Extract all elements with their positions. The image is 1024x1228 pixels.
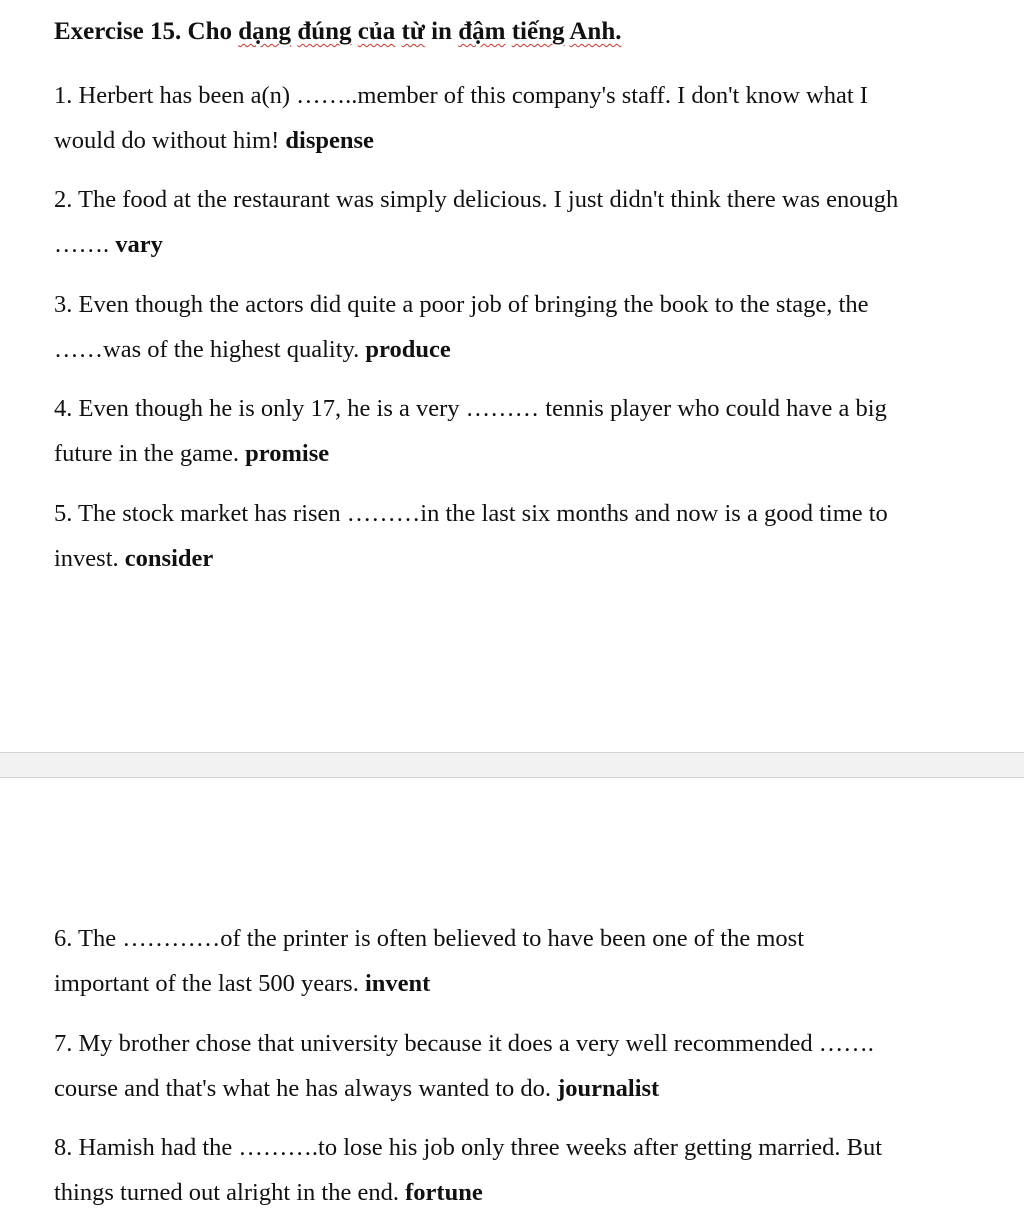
question-keyword: fortune xyxy=(405,1179,483,1206)
question-3 xyxy=(54,282,979,372)
title-word-spellcheck: của xyxy=(357,18,396,45)
title-word-spellcheck: dạng xyxy=(238,18,292,45)
question-line-1: 8. Hamish had the ……….to lose his job only three weeks after getting married. But xyxy=(54,1134,883,1161)
question-2 xyxy=(54,177,979,267)
document-page-2 xyxy=(0,778,1024,1228)
question-1 xyxy=(54,73,979,163)
title-word-spellcheck: tiếng xyxy=(511,18,565,45)
question-line-2: would do without him! xyxy=(54,127,286,154)
question-line-2: future in the game. xyxy=(54,440,246,467)
question-keyword: promise xyxy=(245,440,330,467)
question-line-1: 6. The …………of the printer is often believed to have been one of the most xyxy=(54,925,805,952)
title-word-spellcheck: đậm xyxy=(458,18,506,45)
question-keyword: dispense xyxy=(285,127,374,154)
question-keyword: invent xyxy=(364,970,431,997)
question-keyword: journalist xyxy=(557,1075,660,1102)
question-line-2: important of the last 500 years. xyxy=(54,970,365,997)
question-keyword: consider xyxy=(124,545,214,572)
title-word-spellcheck: từ xyxy=(401,18,425,45)
question-line-1: 2. The food at the restaurant was simply delicious. I just didn't think there was enough xyxy=(54,186,899,213)
question-line-1: 1. Herbert has been a(n) ……..member of this company's staff. I don't know what I xyxy=(54,82,868,109)
title-prefix: Exercise 15. Cho xyxy=(54,18,239,45)
question-line-1: 7. My brother chose that university because it does a very well recommended ……. xyxy=(54,1030,874,1057)
exercise-title xyxy=(54,18,621,46)
question-8 xyxy=(54,1125,979,1215)
question-line-1: 5. The stock market has risen ………in the last six months and now is a good time to xyxy=(54,500,888,527)
question-keyword: vary xyxy=(115,231,163,258)
question-line-2: ……. xyxy=(54,231,116,258)
question-6 xyxy=(54,916,979,1006)
question-line-1: 3. Even though the actors did quite a poor job of bringing the book to the stage, the xyxy=(54,291,869,318)
question-line-2: course and that's what he has always wanted to do. xyxy=(54,1075,558,1102)
title-word: in xyxy=(431,18,452,45)
question-5 xyxy=(54,491,979,581)
page-break xyxy=(0,752,1024,778)
question-line-2: invest. xyxy=(54,545,125,572)
question-7 xyxy=(54,1021,979,1111)
question-line-1: 4. Even though he is only 17, he is a very ……… tennis player who could have a big xyxy=(54,395,887,422)
question-line-2: things turned out alright in the end. xyxy=(54,1179,406,1206)
question-keyword: produce xyxy=(365,336,451,363)
title-word-spellcheck: đúng xyxy=(297,18,352,45)
question-4 xyxy=(54,386,979,476)
question-line-2: ……was of the highest quality. xyxy=(54,336,366,363)
title-word-spellcheck: Anh. xyxy=(569,18,622,45)
